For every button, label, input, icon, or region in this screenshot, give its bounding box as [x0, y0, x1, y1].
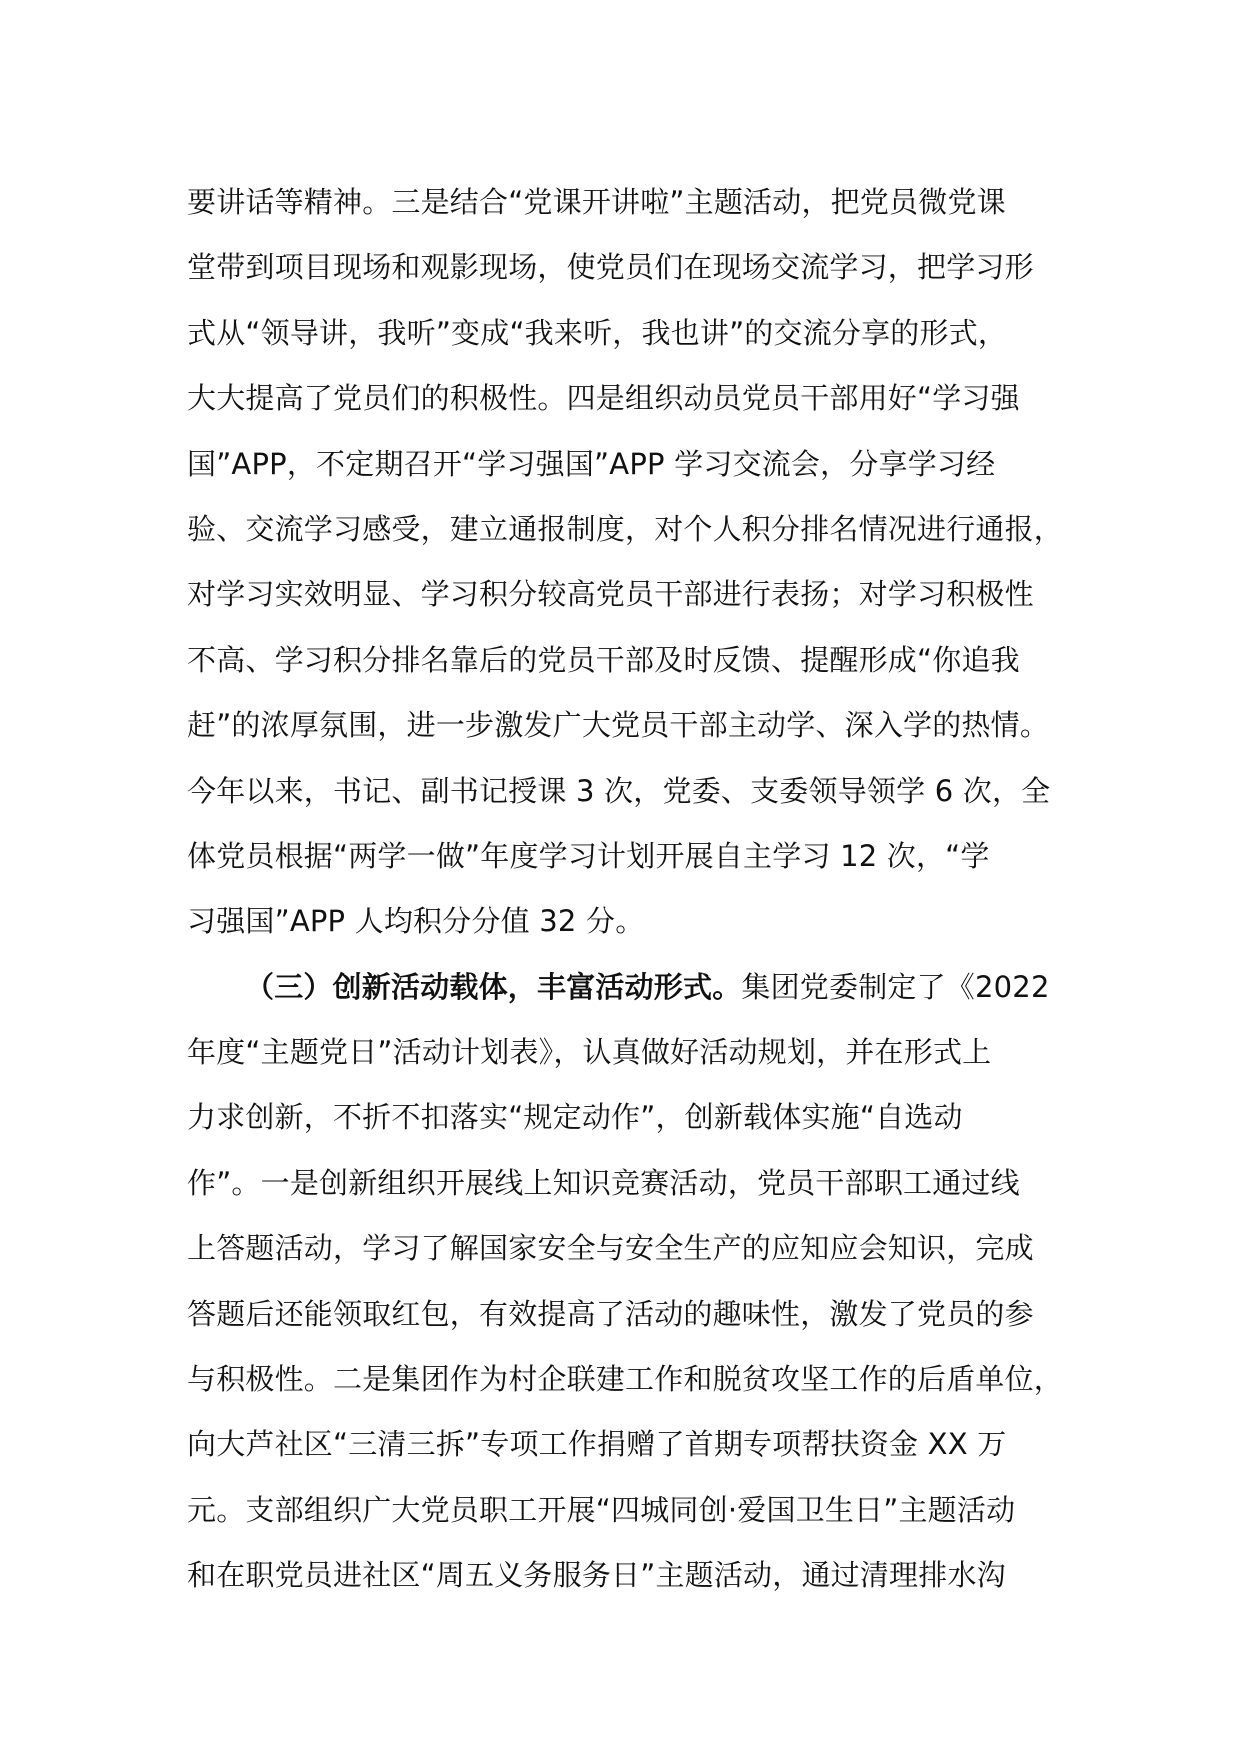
- paragraph-line: 大大提高了党员们的积极性。四是组织动员党员干部用好“学习强: [187, 381, 1020, 416]
- paragraph-line: 与积极性。二是集团作为村企联建工作和脱贫攻坚工作的后盾单位，: [187, 1362, 1064, 1397]
- body-text: [187, 170, 1087, 1609]
- paragraph-line: 力求创新，不折不扣落实“规定动作”，创新载体实施“自选动: [187, 1100, 963, 1135]
- paragraph-line: 答题后还能领取红包，有效提高了活动的趣味性，激发了党员的参: [187, 1296, 1034, 1331]
- paragraph-line: 国”APP，不定期召开“学习强国”APP 学习交流会，分享学习经: [187, 446, 996, 481]
- paragraph-line: 习强国”APP 人均积分分值 32 分。: [187, 904, 645, 939]
- paragraph-line: 对学习实效明显、学习积分较高党员干部进行表扬；对学习积极性: [187, 577, 1034, 612]
- section-heading: （三）创新活动载体，丰富活动形式。: [245, 969, 742, 1004]
- paragraph-line: 和在职党员进社区“周五义务服务日”主题活动，通过清理排水沟: [187, 1558, 1006, 1593]
- paragraph-line: 作”。一是创新组织开展线上知识竞赛活动，党员干部职工通过线: [187, 1165, 1020, 1200]
- paragraph-line: 向大芦社区“三清三拆”专项工作捐赠了首期专项帮扶资金 XX 万: [187, 1427, 1007, 1462]
- section-first-line: [187, 955, 1087, 1020]
- paragraph-line: 验、交流学习感受，建立通报制度，对个人积分排名情况进行通报，: [187, 511, 1064, 546]
- section-first-line-text: 集团党委制定了《2022: [741, 969, 1050, 1004]
- paragraph-line: 年度“主题党日”活动计划表》，认真做好活动规划，并在形式上: [187, 1035, 992, 1070]
- paragraph-line: 体党员根据“两学一做”年度学习计划开展自主学习 12 次，“学: [187, 838, 990, 873]
- paragraph-line: 式从“领导讲，我听”变成“我来听，我也讲”的交流分享的形式，: [187, 315, 1008, 350]
- paragraph-line: 不高、学习积分排名靠后的党员干部及时反馈、提醒形成“你追我: [187, 642, 1020, 677]
- paragraph-line: 元。支部组织广大党员职工开展“四城同创·爱国卫生日”主题活动: [187, 1492, 1016, 1527]
- paragraph-line: 上答题活动，学习了解国家安全与安全生产的应知应会知识，完成: [187, 1231, 1034, 1266]
- paragraph-line: 要讲话等精神。三是结合“党课开讲啦”主题活动，把党员微党课: [187, 185, 1006, 219]
- paragraph-line: 今年以来，书记、副书记授课 3 次，党委、支委领导领学 6 次，全: [187, 773, 1051, 808]
- paragraph-line: 赶”的浓厚氛围，进一步激发广大党员干部主动学、深入学的热情。: [187, 708, 1050, 743]
- paragraph-line: 堂带到项目现场和观影现场，使党员们在现场交流学习，把学习形: [187, 250, 1034, 285]
